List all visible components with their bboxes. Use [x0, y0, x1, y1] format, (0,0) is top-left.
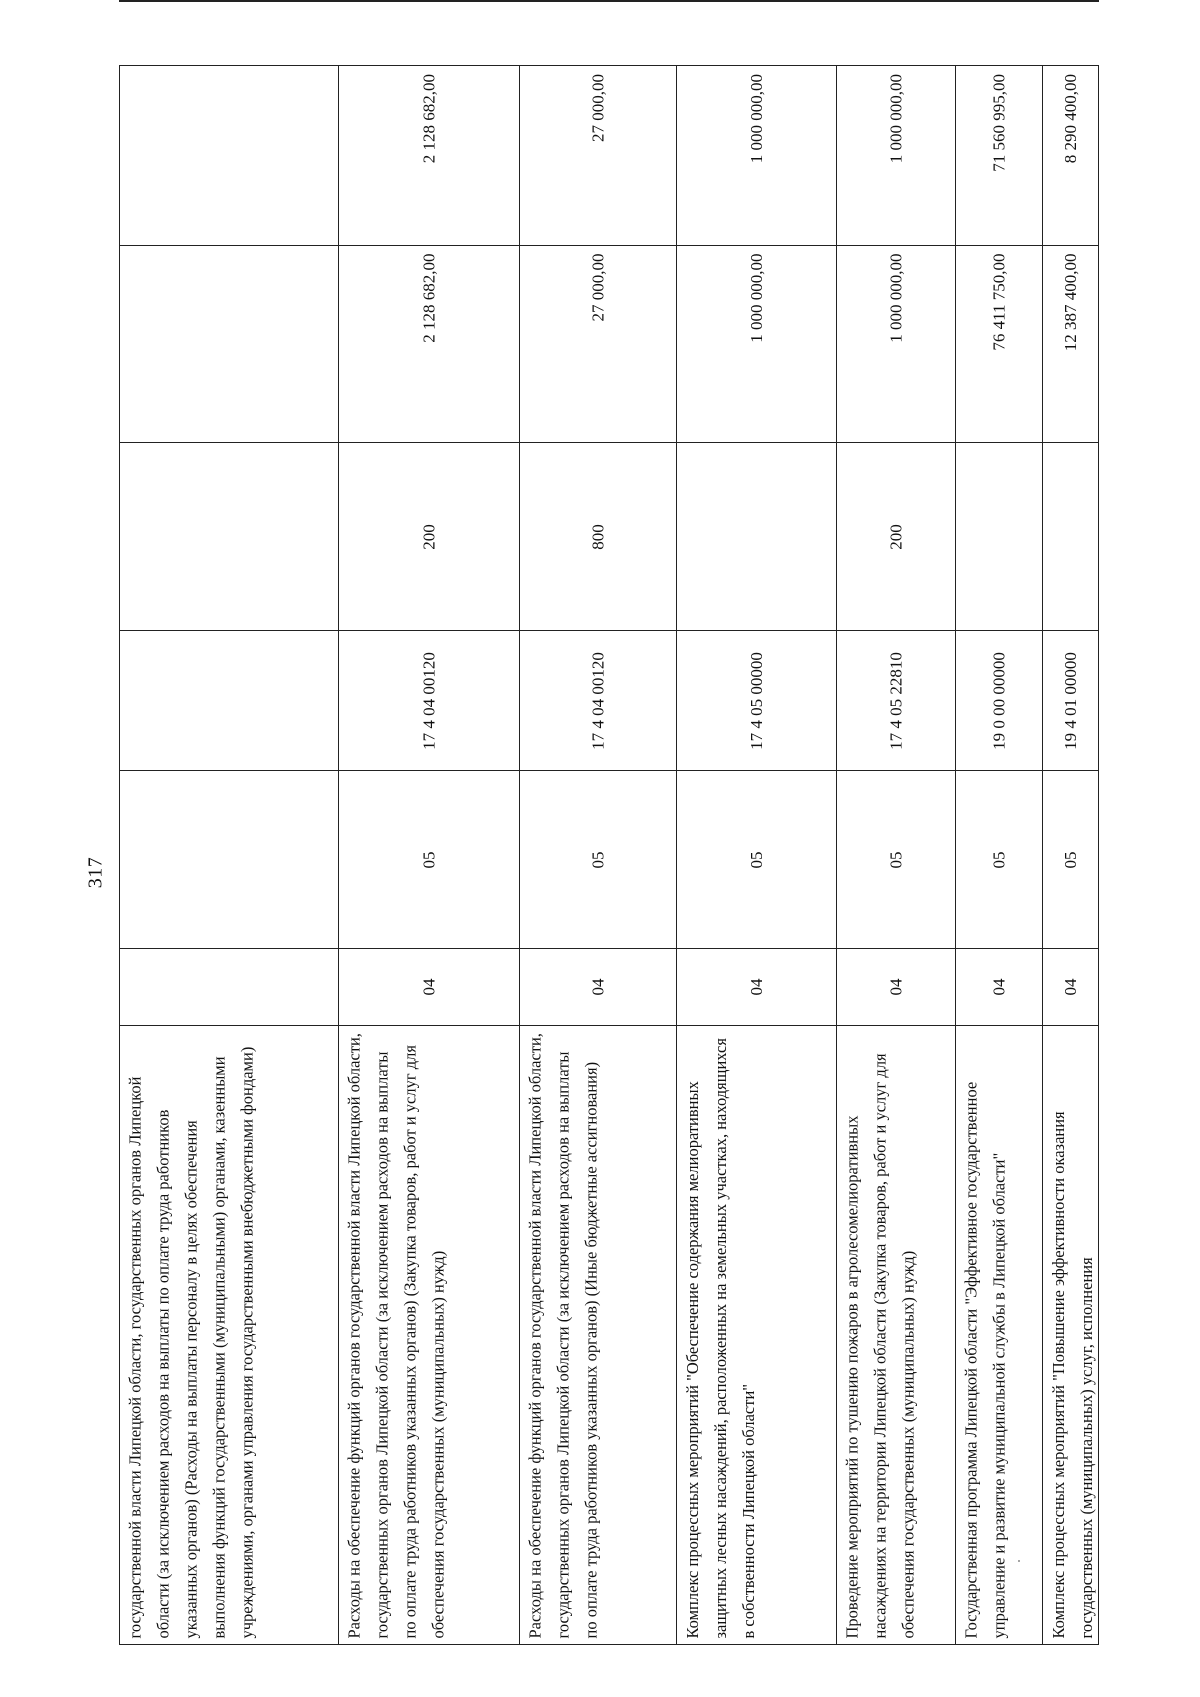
- amount-year-2-cell: 2 128 682,00: [419, 73, 438, 163]
- table-cell: [519, 770, 677, 949]
- description-cell: Государственная программа Липецкой области "Эффективное государственное управление и развитие муниципальной службы в Липецкой области": [961, 1081, 1009, 1639]
- table-cell: [836, 0, 956, 2]
- amount-year-2-cell: 27 000,00: [588, 73, 607, 142]
- table-cell: [676, 948, 837, 1026]
- table-cell: [519, 1025, 677, 1645]
- table-cell: [338, 245, 520, 443]
- subsection-code-cell: 05: [1060, 851, 1080, 868]
- section-code-cell: 04: [886, 978, 905, 996]
- table-cell: [519, 0, 677, 2]
- amount-year-1-cell: 76 411 750,00: [989, 253, 1008, 351]
- table-cell: [836, 1025, 956, 1645]
- section-code-cell: 04: [746, 978, 766, 996]
- subsection-code-cell: 05: [989, 851, 1008, 868]
- target-article-cell: 17 4 04 00120: [419, 651, 438, 750]
- table-cell: [955, 770, 1043, 949]
- table-cell: [338, 442, 520, 631]
- subsection-code-cell: 05: [419, 851, 438, 868]
- table-cell: [676, 245, 837, 443]
- table-cell: [519, 948, 677, 1026]
- table-cell: [676, 65, 837, 246]
- table-cell: [955, 630, 1043, 771]
- amount-year-1-cell: 1 000 000,00: [886, 253, 905, 343]
- description-cell: государственной власти Липецкой области, государственных органов Липецкой области (за исключением расходов на выплаты по оплате труда работников указанных органов) (Расходы на выплаты персоналу в целях обеспечения выполнения функций государственными (муниципальными) органами, казенными учреждениями, органами управления государственными внебюджетными фондами): [125, 1046, 257, 1639]
- description-cell: Комплекс процессных мероприятий "Обеспечение содержания мелиоративных защитных лесных насаждений, расположенных на земельных участках, находящихся в собственности Липецкой области": [682, 1038, 758, 1639]
- amount-year-2-cell: 1 000 000,00: [886, 73, 905, 163]
- amount-year-3-cell: [584, 0, 612, 2]
- table-cell: [338, 948, 520, 1026]
- table-cell: [1042, 1025, 1099, 1645]
- expense-type-cell: 200: [886, 523, 905, 550]
- table-cell: [1042, 65, 1099, 246]
- table-cell: [119, 1025, 339, 1645]
- table-cell: [1042, 770, 1099, 949]
- subsection-code-cell: 05: [886, 851, 905, 868]
- table-cell: [676, 0, 837, 2]
- amount-year-3-cell: [868, 0, 924, 2]
- table-cell: [955, 65, 1043, 246]
- table-cell: [955, 948, 1043, 1026]
- table-cell: [1042, 0, 1099, 2]
- table-cell: [676, 630, 837, 771]
- table-cell: [338, 630, 520, 771]
- amount-year-1-cell: 12 387 400,00: [1060, 253, 1080, 352]
- table-cell: [338, 0, 520, 2]
- subsection-code-cell: 05: [746, 851, 766, 868]
- amount-year-3-cell: [971, 0, 1027, 2]
- subsection-code-cell: 05: [588, 851, 607, 868]
- table-cell: [836, 948, 956, 1026]
- amount-year-3-cell: [1043, 0, 1099, 2]
- page-number-text: 317: [84, 856, 107, 888]
- table-cell: [1042, 245, 1099, 443]
- description-cell: Расходы на обеспечение функций органов государственной власти Липецкой области, государственных органов Липецкой области (за исключением расходов на выплаты по оплате труда работников указанных органов) (Закупка товаров, работ и услуг для обеспечения государственных (муниципальных) нужд): [344, 1033, 448, 1639]
- table-cell: [955, 0, 1043, 2]
- table-cell: [119, 948, 339, 1026]
- table-cell: [955, 1025, 1043, 1645]
- table-cell: [1042, 442, 1099, 631]
- amount-year-2-cell: 71 560 995,00: [989, 73, 1008, 172]
- table-cell: [119, 630, 339, 771]
- amount-year-1-cell: 27 000,00: [588, 253, 607, 322]
- table-cell: [1042, 948, 1099, 1026]
- amount-year-1-cell: 1 000 000,00: [746, 253, 766, 343]
- table-cell: [676, 442, 837, 631]
- table-cell: [338, 770, 520, 949]
- table-cell: [836, 630, 956, 771]
- table-cell: [955, 442, 1043, 631]
- section-code-cell: 04: [419, 978, 438, 996]
- section-code-cell: 04: [588, 978, 607, 996]
- expense-type-cell: 800: [588, 523, 607, 550]
- amount-year-2-cell: 1 000 000,00: [746, 73, 766, 163]
- expense-type-cell: 200: [419, 523, 438, 550]
- table-cell: [836, 442, 956, 631]
- table-cell: [119, 770, 339, 949]
- section-code-cell: 04: [989, 978, 1008, 996]
- table-cell: [119, 245, 339, 443]
- table-cell: [836, 770, 956, 949]
- table-cell: [338, 65, 520, 246]
- table-cell: [676, 1025, 837, 1645]
- table-cell: [519, 442, 677, 631]
- amount-year-1-cell: 2 128 682,00: [419, 253, 438, 343]
- description-cell: Расходы на обеспечение функций органов государственной власти Липецкой области, государственных органов Липецкой области (за исключением расходов на выплаты по оплате труда работников указанных органов) (Иные бюджетные ассигнования): [525, 1033, 601, 1639]
- table-cell: [119, 442, 339, 631]
- target-article-cell: 17 4 05 00000: [746, 651, 766, 750]
- target-article-cell: 17 4 05 22810: [886, 651, 905, 750]
- table-cell: [519, 245, 677, 443]
- table-cell: [519, 630, 677, 771]
- target-article-cell: 19 0 00 00000: [989, 651, 1008, 750]
- table-cell: [955, 245, 1043, 443]
- table-cell: [338, 1025, 520, 1645]
- amount-year-3-cell: [729, 0, 785, 2]
- amount-year-2-cell: 8 290 400,00: [1060, 73, 1080, 163]
- amount-year-3-cell: [401, 0, 457, 2]
- table-cell: [836, 245, 956, 443]
- description-cell: Проведение мероприятий по тушению пожаров в агролесомелиоративных насаждениях на территории Липецкой области (Закупка товаров, работ и услуг для обеспечения государственных (муниципальных) нужд): [842, 1053, 918, 1639]
- table-cell: [519, 65, 677, 246]
- table-cell: [1042, 630, 1099, 771]
- scan-speck: [1018, 1560, 1020, 1562]
- table-cell: [676, 770, 837, 949]
- table-cell: [119, 0, 339, 2]
- table-cell: [119, 65, 339, 246]
- table-cell: [836, 65, 956, 246]
- section-code-cell: 04: [1060, 978, 1080, 996]
- description-cell: Комплекс процессных мероприятий "Повышение эффективности оказания государственных (муниципальных) услуг, исполнения: [1048, 1111, 1096, 1639]
- target-article-cell: 19 4 01 00000: [1060, 651, 1080, 750]
- target-article-cell: 17 4 04 00120: [588, 651, 607, 750]
